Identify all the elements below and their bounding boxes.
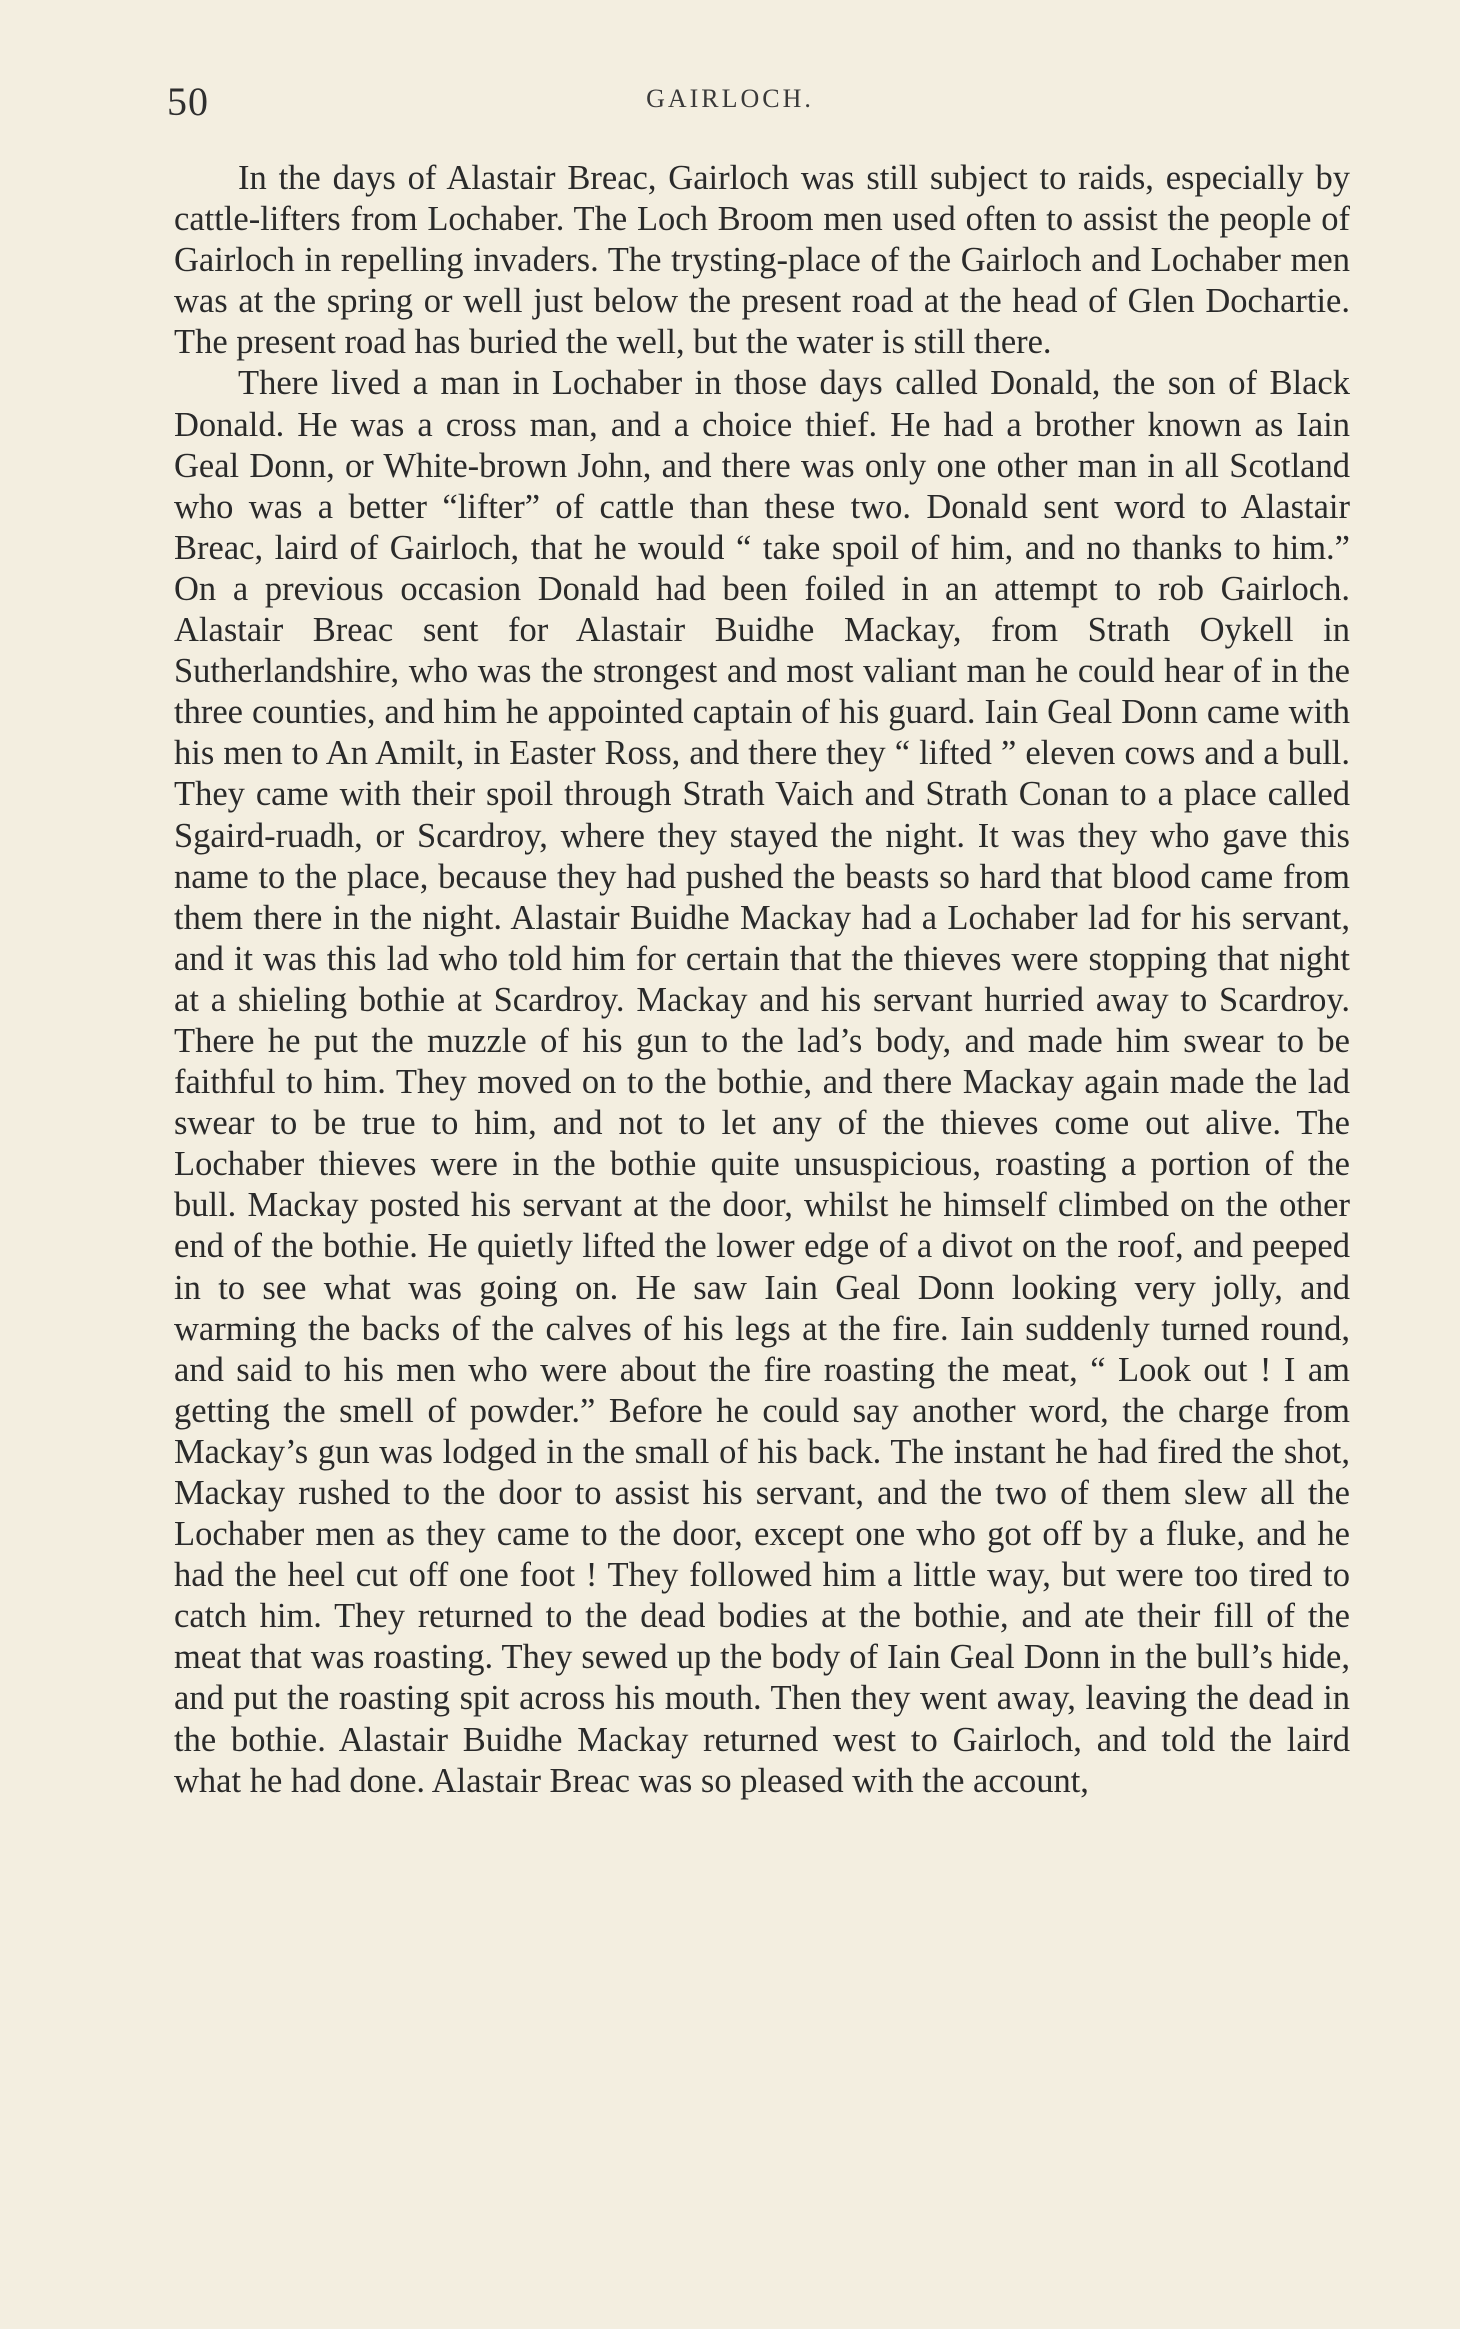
running-head: GAIRLOCH. bbox=[646, 84, 814, 113]
paragraph-raids: In the days of Alastair Breac, Gairloch was still subject to raids, especially by cattle-lifters from Lochaber. The Loch Broom men used often to assist the people of Gairloch in repelling invaders. The trysting-place of the Gairloch and Lochaber men was at the spring or well just below the present road at the head of Glen Dochartie. The present road has buried the well, but the water is still there. bbox=[174, 159, 1350, 362]
paragraph-donald: There lived a man in Lochaber in those days called Donald, the son of Black Donald. He was a cross man, and a choice thief. He had a brother known as Iain Geal Donn, or White-brown John, and there was only one other man in all Scotland who was a better “lifter” of cattle than these two. Donald sent word to Alastair Breac, laird of Gairloch, that he would “ take spoil of him, and no thanks to him.” On a previous occasion Donald had been foiled in an attempt to rob Gairloch. Alastair Breac sent for Alastair Buidhe Mackay, from Strath Oykell in Sutherlandshire, who was the strongest and most valiant man he could hear of in the three counties, and him he appointed captain of his guard. Iain Geal Donn came with his men to An Amilt, in Easter Ross, and there they “ lifted ” eleven cows and a bull. They came with their spoil through Strath Vaich and Strath Conan to a place called Sgaird-ruadh, or Scardroy, where they stayed the night. It was they who gave this name to the place, because they had pushed the beasts so hard that blood came from them there in the night. Alastair Buidhe Mackay had a Lochaber lad for his servant, and it was this lad who told him for certain that the thieves were stopping that night at a shieling bothie at Scardroy. Mackay and his servant hurried away to Scardroy. There he put the muzzle of his gun to the lad’s body, and made him swear to be faithful to him. They moved on to the bothie, and there Mackay again made the lad swear to be true to him, and not to let any of the thieves come out alive. The Lochaber thieves were in the bothie quite unsuspicious, roasting a portion of the bull. Mackay posted his servant at the door, whilst he himself climbed on the other end of the bothie. He quietly lifted the lower edge of a divot on the roof, and peeped in to see what was going on. He saw Iain Geal Donn looking very jolly, and warming the backs of the calves of his legs at the fire. Iain suddenly turned round, and said to his men who were about the fire roasting the meat, “ Look out ! I am getting the smell of powder.” Before he could say another word, the charge from Mackay’s gun was lodged in the small of his back. The instant he had fired the shot, Mackay rushed to the door to assist his servant, and the two of them slew all the Lochaber men as they came to the door, except one who got off by a fluke, and he had the heel cut off one foot ! They followed him a little way, but were too tired to catch him. They returned to the dead bodies at the bothie, and ate their fill of the meat that was roasting. They sewed up the body of Iain Geal Donn in the bull’s hide, and put the roasting spit across his mouth. Then they went away, leaving the dead in the bothie. Alastair Buidhe Mackay returned west to Gairloch, and told the laird what he had done. Alastair Breac was so pleased with the account, bbox=[174, 364, 1350, 1800]
page-number: 50 bbox=[167, 79, 209, 124]
body-text bbox=[174, 158, 1350, 1802]
